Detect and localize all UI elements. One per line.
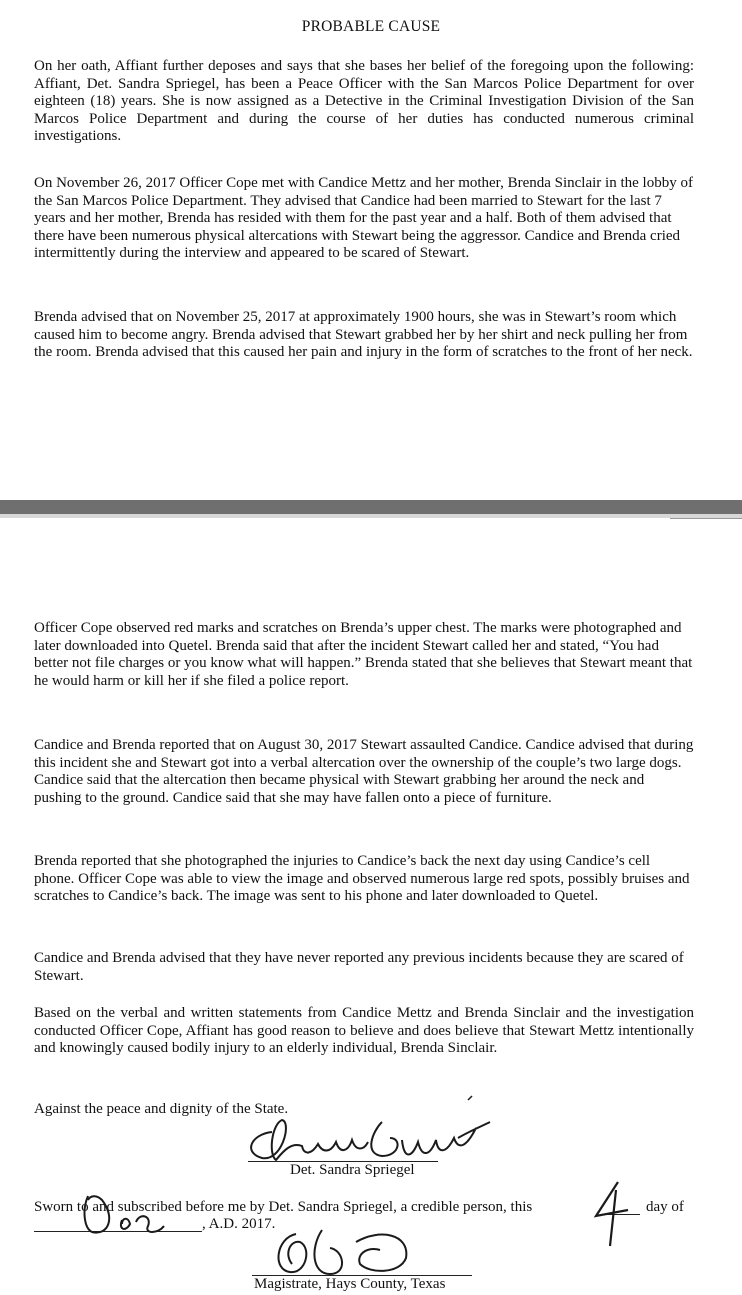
handwritten-day <box>592 1180 632 1250</box>
paragraph-meeting: On November 26, 2017 Officer Cope met with Candice Mettz and her mother, Brenda Sinclair in the lobby of the San Marcos Police Department. They advised that Candice had been married to Stewart for the last 7 years and her mother, Brenda has resided with them for the past year and a half. Both of them advised that there have been numerous physical altercations with Stewart being the aggressor. Candice and Brenda cried intermittently during the interview and appeared to be scared of Stewart. <box>34 175 693 262</box>
document-title: PROBABLE CAUSE <box>301 18 441 35</box>
magistrate-signature <box>260 1224 430 1282</box>
sworn-year: , A.D. 2017. <box>202 1216 276 1232</box>
paragraph-incident: Brenda advised that on November 25, 2017 at approximately 1900 hours, she was in Stewart’s room which caused him to become angry. Brenda advised that Stewart grabbed her by her shirt and neck pulling her from the room. Brenda advised that this caused her pain and injury in the form of scratches to the front of her neck. <box>34 309 693 361</box>
paragraph-conclusion: Based on the verbal and written statements from Candice Mettz and Brenda Sinclair and the investigation conducted Officer Cope, Affiant has good reason to believe and does believe that Stewart Mettz intentionally and knowingly caused bodily injury to an elderly individual, Brenda Sinclair. <box>34 1005 694 1057</box>
paragraph-not-reported: Candice and Brenda advised that they have never reported any previous incidents because they are scared of Stewart. <box>34 950 684 984</box>
page-divider-shadow <box>0 514 742 518</box>
page-divider <box>0 500 742 514</box>
handwritten-month <box>78 1190 168 1240</box>
page-divider-line <box>670 518 742 519</box>
closing-statement: Against the peace and dignity of the State. <box>34 1101 289 1117</box>
sworn-statement: Sworn to and subscribed before me by Det. Sandra Spriegel, a credible person, this <box>34 1199 533 1215</box>
paragraph-affiant: On her oath, Affiant further deposes and says that she bases her belief of the foregoing upon the following: Affiant, Det. Sandra Spriegel, has been a Peace Officer with the San Marcos Police Department for over eighteen (18) years. She is now assigned as a Detective in the Criminal Investigation Division of the San Marcos Police Department and during the course of her duties has conducted numerous criminal investigations. <box>34 58 694 145</box>
paragraph-august-assault: Candice and Brenda reported that on August 30, 2017 Stewart assaulted Candice. Candice advised that during this incident she and Stewart got into a verbal altercation over the ownership of the couple’s two large dogs. Candice said that the altercation then became physical with Stewart grabbing her around the neck and pushing to the ground. Candice said that she may have fallen onto a piece of furniture. <box>34 737 694 806</box>
affiant-name-label: Det. Sandra Spriegel <box>290 1162 415 1178</box>
magistrate-label: Magistrate, Hays County, Texas <box>254 1276 446 1292</box>
paragraph-observations: Officer Cope observed red marks and scratches on Brenda’s upper chest. The marks were photographed and later downloaded into Quetel. Brenda said that after the incident Stewart called her and stated, “You had better not file charges or you know what will happen.” Brenda stated that she believes that Stewart meant that he would harm or kill her if she filed a police report. <box>34 620 693 689</box>
paragraph-photographs: Brenda reported that she photographed the injuries to Candice’s back the next day using Candice’s cell phone. Officer Cope was able to view the image and observed numerous large red spots, possibly bruises and scratches to Candice’s back. The image was sent to his phone and later downloaded to Quetel. <box>34 853 690 905</box>
day-of-label: day of <box>646 1199 684 1215</box>
